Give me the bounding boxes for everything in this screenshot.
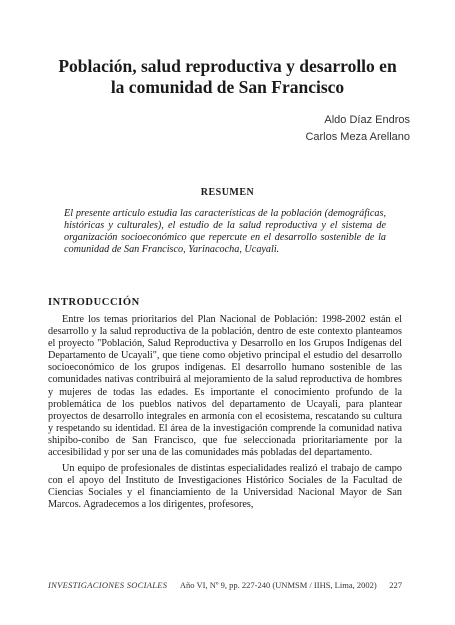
author-name: Aldo Díaz Endros [324,114,410,126]
abstract-heading: RESUMEN [200,187,255,198]
page-footer [48,580,402,590]
article-title [30,56,425,98]
body-paragraph: Un equipo de profesionales de distintas especialidades realizó el trabajo de campo con el apoyo del Instituto de Investigaciones Histórico Sociales de la Facultad de Ciencias Sociales y el financiamiento de la Universidad Nacional Mayor de San Marcos. Agradecemos a los dirigentes, profesores, [48,463,402,511]
issue-citation: Año VI, Nº 9, pp. 227-240 (UNMSM / IIHS, Lima, 2002) [179,580,377,590]
introduction-body [48,314,402,516]
title-line-2: la comunidad de San Francisco [110,77,345,97]
page-number: 227 [389,580,402,590]
body-paragraph: Entre los temas prioritarios del Plan Nacional de Población: 1998-2002 están el desarrollo y la salud reproductiva de la población, dentro de este contexto planteamos el proyecto "Población, Salud Reproductiva y Desarrollo en los Grupos Indígenas del Departamento de Ucayali", que tiene como objetivo principal el estudio del desarrollo socioeconómico de los grupos indígenas. El desarrollo humano sostenible de las comunidades nativas contribuirá al mejoramiento de la salud reproductiva de hombres y mujeres de todas las edades. Es importante el conocimiento profundo de la problemática de los pueblos nativos del departamento de Ucayali, para plantear proyectos de desarrollo integrales en armonía con el ecosistema, rescatando su cultura y respetando su identidad. El área de la investigación comprende la comunidad nativa shipibo-conibo de San Francisco, que fue seleccionada prioritariamente por la accesibilidad y por ser una de las comunidades más pobladas del departamento. [48,314,402,459]
author-list [305,112,410,146]
abstract-text: El presente artículo estudia las características de la población (demográficas, históricas y culturales), el estudio de la salud reproductiva y el sistema de organización socioeconómico que repercute en el desarrollo sostenible de la comunidad de San Francisco, Yarinacocha, Ucayali. [64,208,386,255]
author-name: Carlos Meza Arellano [305,131,410,143]
journal-name: INVESTIGACIONES SOCIALES [48,580,168,590]
introduction-heading: INTRODUCCIÓN [48,297,140,308]
title-line-1: Población, salud reproductiva y desarrollo en [58,56,397,76]
